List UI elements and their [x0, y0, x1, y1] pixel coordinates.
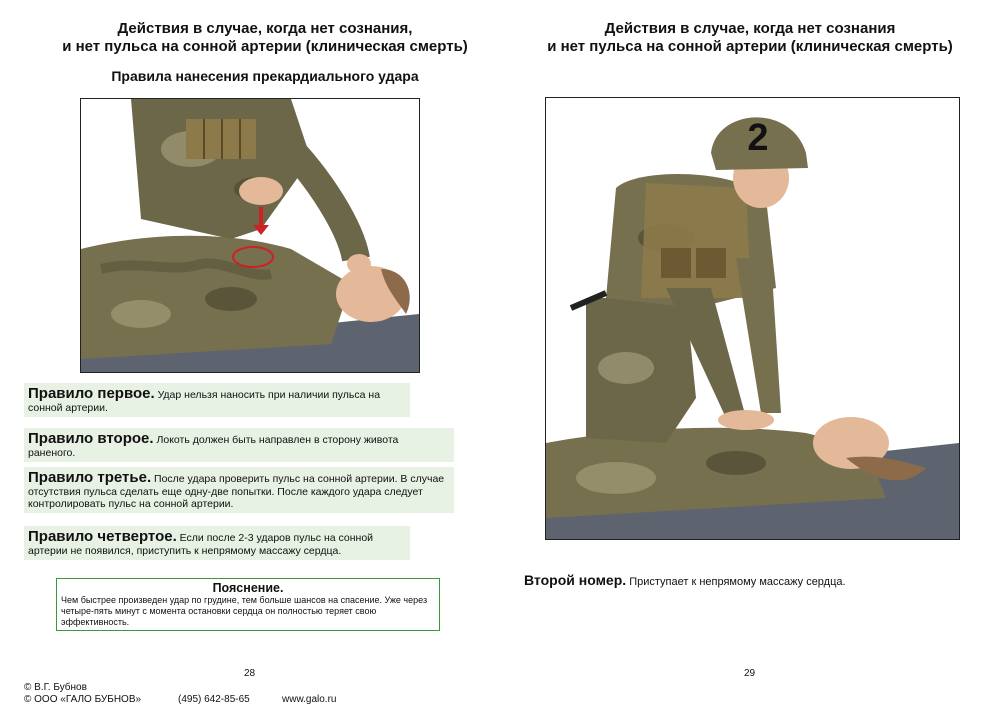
precordial-thump-illustration: [80, 98, 420, 373]
rule-4-head: Правило четвертое.: [28, 528, 177, 545]
right-caption: [524, 572, 846, 588]
illustration-svg-2: [546, 98, 959, 539]
left-subtitle: Правила нанесения прекардиального удара: [111, 68, 419, 84]
rule-1-head: Правило первое.: [28, 385, 155, 402]
rule-2: [24, 428, 454, 462]
rule-1-text: Удар нельзя наносить при наличии пульса на сонной артерии.: [28, 389, 381, 414]
right-title-line1: Действия в случае, когда нет сознания: [604, 20, 896, 37]
right-title-line2: и нет пульса на сонной артерии (клиническая смерть): [547, 38, 953, 55]
footer-company: © ООО «ГАЛО БУБНОВ»: [24, 694, 142, 705]
left-title-line2: и нет пульса на сонной артерии (клиническая смерть): [62, 38, 468, 55]
left-page-number: 28: [244, 668, 256, 679]
note-text: Чем быстрее произведен удар по грудине, тем больше шансов на спасение. Уже через четыре-пять минут с момента остановки сердца он полностью теряет свою эффективность.: [61, 595, 428, 627]
illustration-svg: [81, 99, 419, 372]
rule-4-text: Если после 2-3 ударов пульс на сонной артерии не появился, приступить к непрямому массажу сердца.: [28, 532, 374, 557]
note-head: Пояснение.: [212, 581, 284, 595]
caption-head: Второй номер.: [524, 572, 627, 588]
right-title: [520, 20, 980, 56]
rule-3-text: После удара проверить пульс на сонной артерии. В случае отсутствия пульса сделать еще одну-две попытки. После каждого удара следует контролировать пульс на сонной артерии.: [28, 473, 445, 510]
rule-3-head: Правило третье.: [28, 469, 152, 486]
chest-compression-illustration: [545, 97, 960, 540]
explanation-note: [56, 578, 440, 631]
footer-site: www.galo.ru: [282, 694, 337, 705]
footer-author: © В.Г. Бубнов: [24, 682, 87, 693]
rule-2-head: Правило второе.: [28, 430, 154, 447]
rule-4: [24, 526, 410, 560]
left-title-line1: Действия в случае, когда нет сознания,: [117, 20, 413, 37]
caption-text: Приступает к непрямому массажу сердца.: [626, 576, 846, 588]
footer-phone: (495) 642-85-65: [178, 694, 250, 705]
left-title: [40, 20, 490, 56]
helmet-number: 2: [747, 117, 769, 159]
rule-3: [24, 467, 454, 513]
rule-2-text: Локоть должен быть направлен в сторону живота раненого.: [28, 434, 399, 459]
rule-1: [24, 383, 410, 417]
right-page-number: 29: [744, 668, 756, 679]
